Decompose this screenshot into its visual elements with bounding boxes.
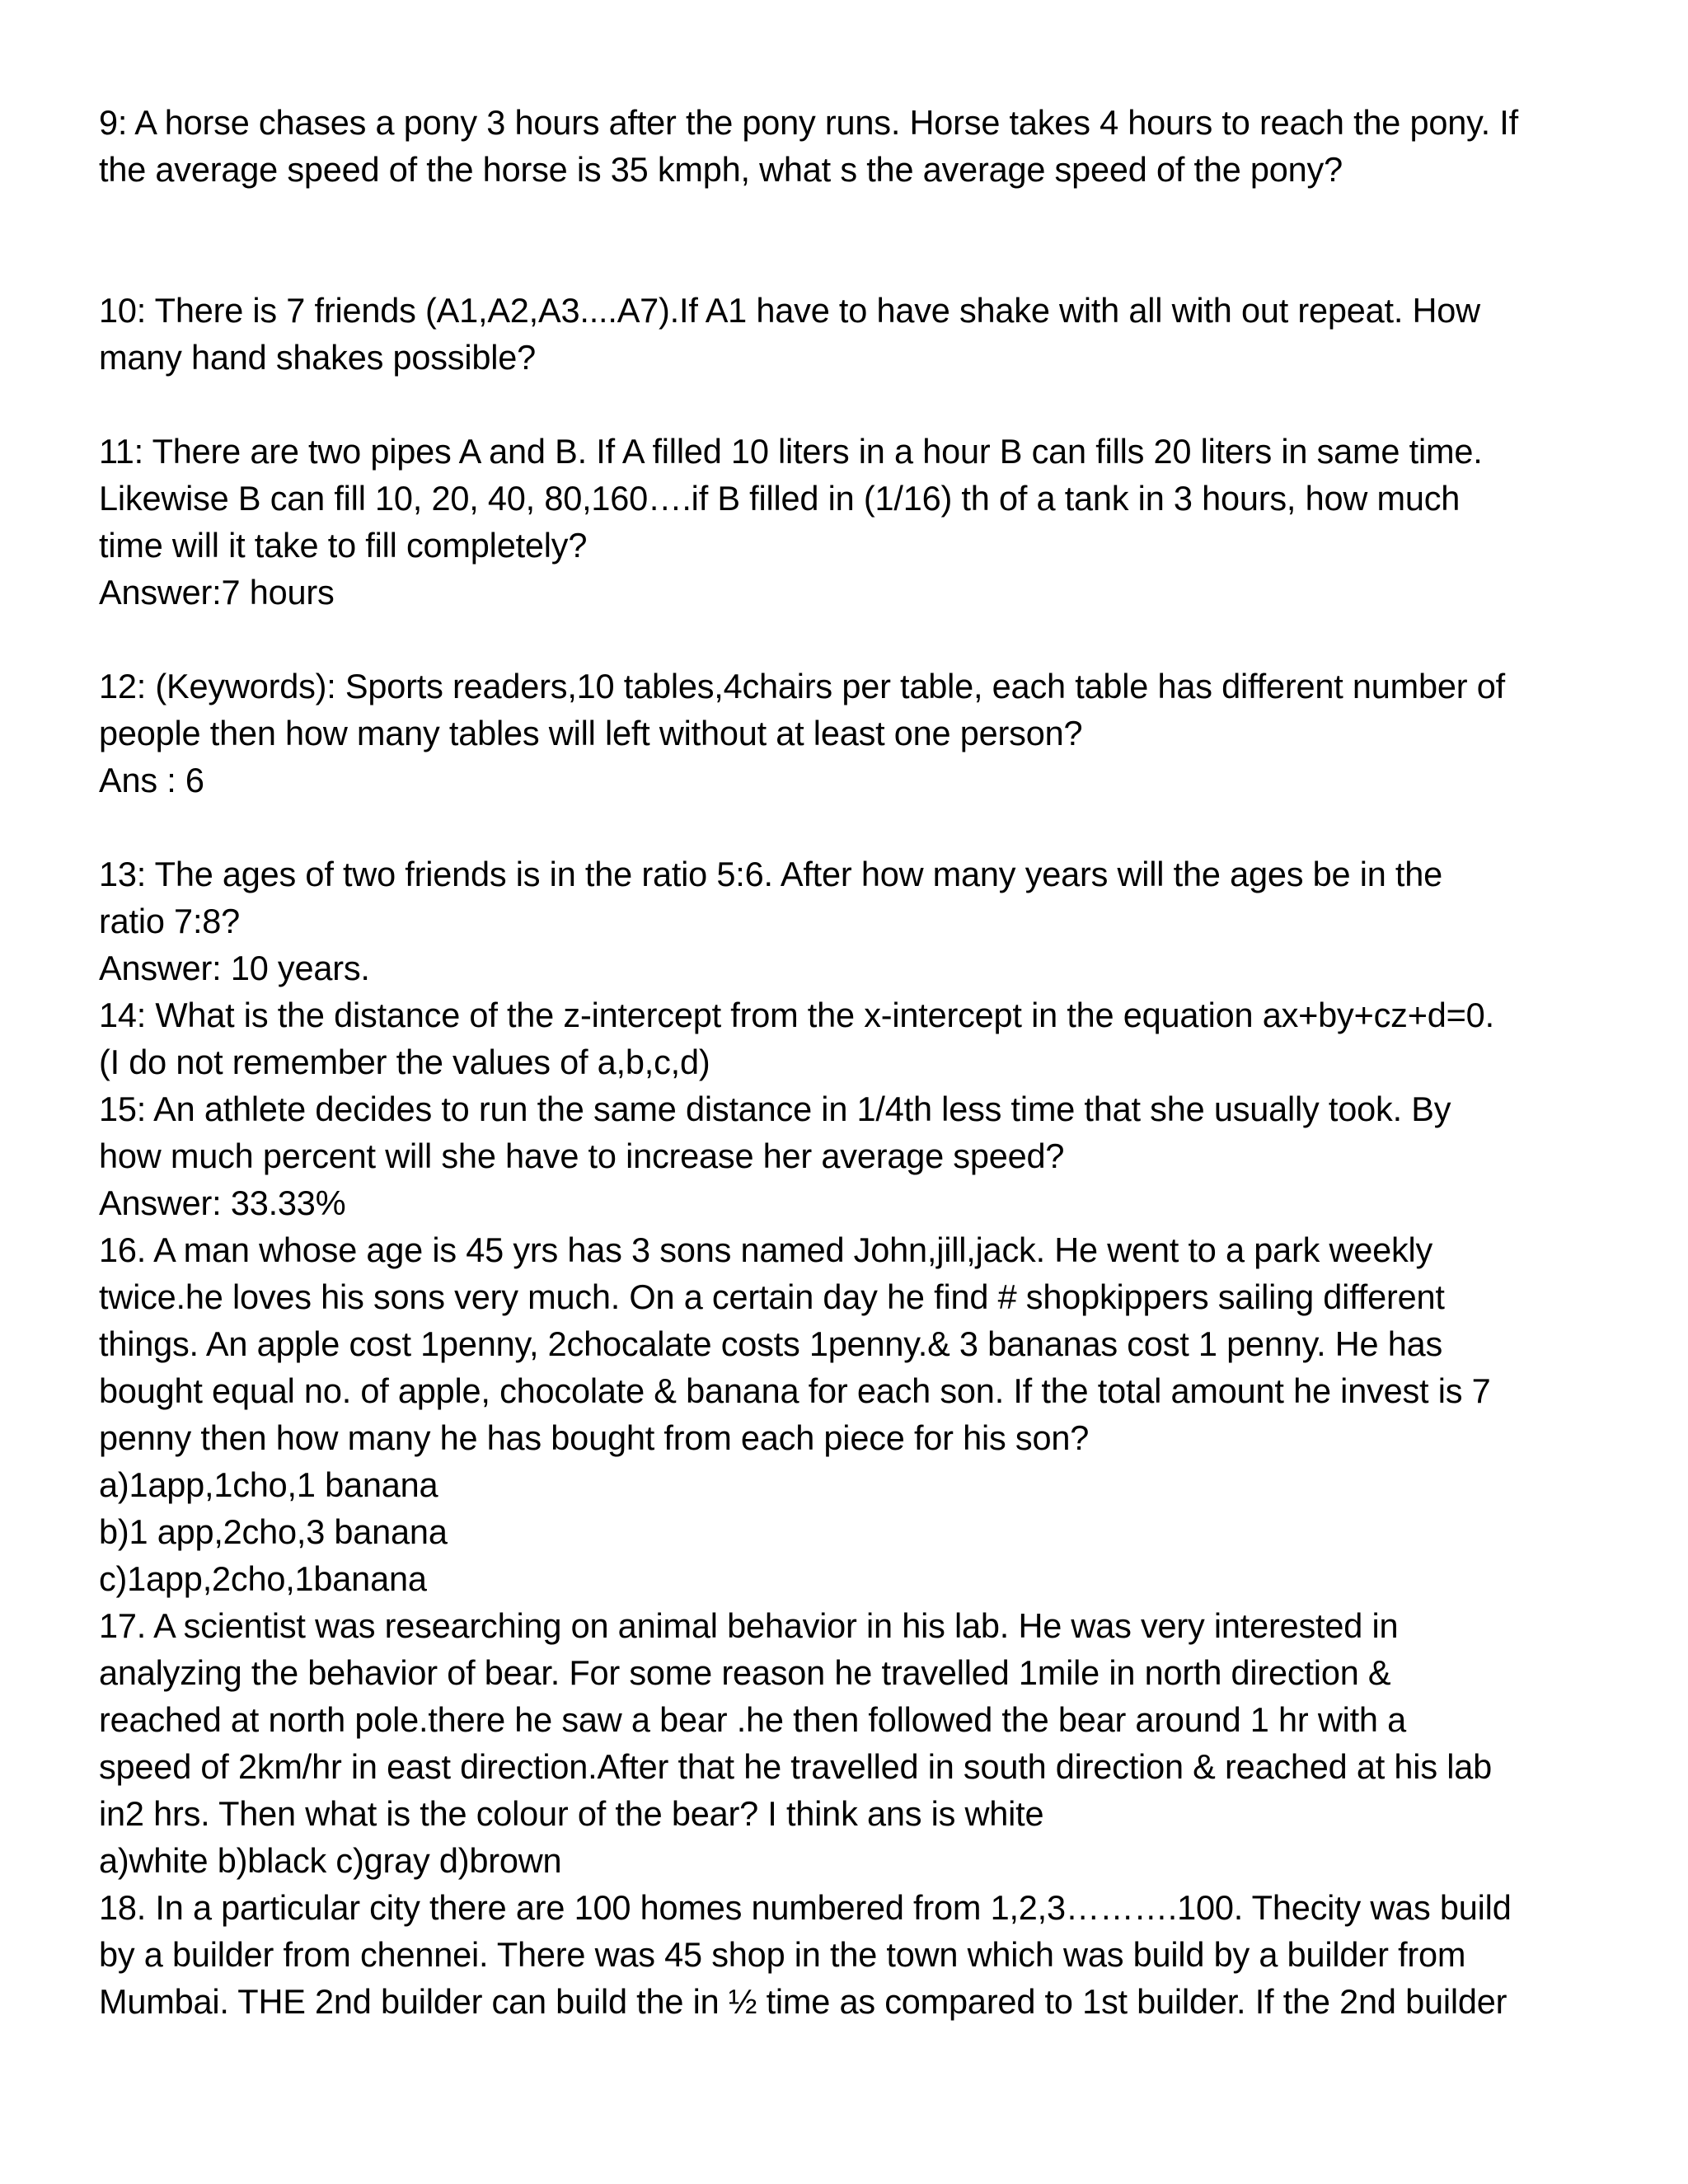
text-line: 16. A man whose age is 45 yrs has 3 sons named John,jill,jack. He went to a park weekly xyxy=(99,1230,1433,1269)
paragraph-gap xyxy=(99,381,1624,428)
text-line: 13: The ages of two friends is in the ratio 5:6. After how many years will the ages be in the xyxy=(99,855,1443,893)
text-line: bought equal no. of apple, chocolate & banana for each son. If the total amount he invest is 7 xyxy=(99,1371,1491,1410)
text-line: things. An apple cost 1penny, 2chocalate costs 1penny.& 3 bananas cost 1 penny. He has xyxy=(99,1324,1443,1363)
text-line: 15: An athlete decides to run the same distance in 1/4th less time that she usually took. By xyxy=(99,1090,1451,1128)
text-line: ratio 7:8? xyxy=(99,902,241,940)
text-line: analyzing the behavior of bear. For some reason he travelled 1mile in north direction & xyxy=(99,1653,1391,1692)
option-line: a)1app,1cho,1 banana xyxy=(99,1465,438,1504)
text-line: Mumbai. THE 2nd builder can build the in ½ time as compared to 1st builder. If the 2nd builder xyxy=(99,1982,1507,2021)
paragraph-gap xyxy=(99,804,1624,851)
text-line: in2 hrs. Then what is the colour of the bear? I think ans is white xyxy=(99,1794,1044,1833)
option-line: c)1app,2cho,1banana xyxy=(99,1559,427,1598)
text-line: how much percent will she have to increase her average speed? xyxy=(99,1137,1065,1175)
text-line: (I do not remember the values of a,b,c,d) xyxy=(99,1043,710,1081)
option-line: b)1 app,2cho,3 banana xyxy=(99,1512,448,1551)
paragraph-gap xyxy=(99,193,1624,287)
text-line: the average speed of the horse is 35 kmph, what s the average speed of the pony? xyxy=(99,150,1343,189)
answer-line: Answer:7 hours xyxy=(99,573,335,612)
text-line: time will it take to fill completely? xyxy=(99,526,588,565)
text-line: Likewise B can fill 10, 20, 40, 80,160….if B filled in (1/16) th of a tank in 3 hours, how much xyxy=(99,479,1461,518)
text-line: people then how many tables will left without at least one person? xyxy=(99,714,1083,752)
text-line: many hand shakes possible? xyxy=(99,338,537,377)
document-page xyxy=(99,99,1624,2025)
text-line: reached at north pole.there he saw a bear .he then followed the bear around 1 hr with a xyxy=(99,1700,1407,1739)
text-line: twice.he loves his sons very much. On a certain day he find # shopkippers sailing different xyxy=(99,1277,1445,1316)
text-line: 11: There are two pipes A and B. If A filled 10 liters in a hour B can fills 20 liters in same time. xyxy=(99,432,1483,471)
text-line: by a builder from chennei. There was 45 shop in the town which was build by a builder from xyxy=(99,1935,1466,1974)
text-line: speed of 2km/hr in east direction.After that he travelled in south direction & reached at his lab xyxy=(99,1747,1492,1786)
answer-line: Answer: 33.33% xyxy=(99,1183,346,1222)
text-line: 12: (Keywords): Sports readers,10 tables,4chairs per table, each table has different number of xyxy=(99,667,1505,705)
text-line: 10: There is 7 friends (A1,A2,A3....A7).If A1 have to have shake with all with out repeat. How xyxy=(99,291,1480,330)
answer-line: Ans : 6 xyxy=(99,761,204,799)
answer-line: Answer: 10 years. xyxy=(99,949,370,987)
text-line: 9: A horse chases a pony 3 hours after the pony runs. Horse takes 4 hours to reach the pony. If xyxy=(99,103,1518,142)
option-line: a)white b)black c)gray d)brown xyxy=(99,1841,562,1880)
text-line: 18. In a particular city there are 100 homes numbered from 1,2,3……….100. Thecity was build xyxy=(99,1888,1512,1927)
text-line: 17. A scientist was researching on animal behavior in his lab. He was very interested in xyxy=(99,1606,1399,1645)
paragraph-gap xyxy=(99,616,1624,663)
text-line: 14: What is the distance of the z-intercept from the x-intercept in the equation ax+by+cz+d=0. xyxy=(99,996,1494,1034)
text-line: penny then how many he has bought from each piece for his son? xyxy=(99,1418,1090,1457)
